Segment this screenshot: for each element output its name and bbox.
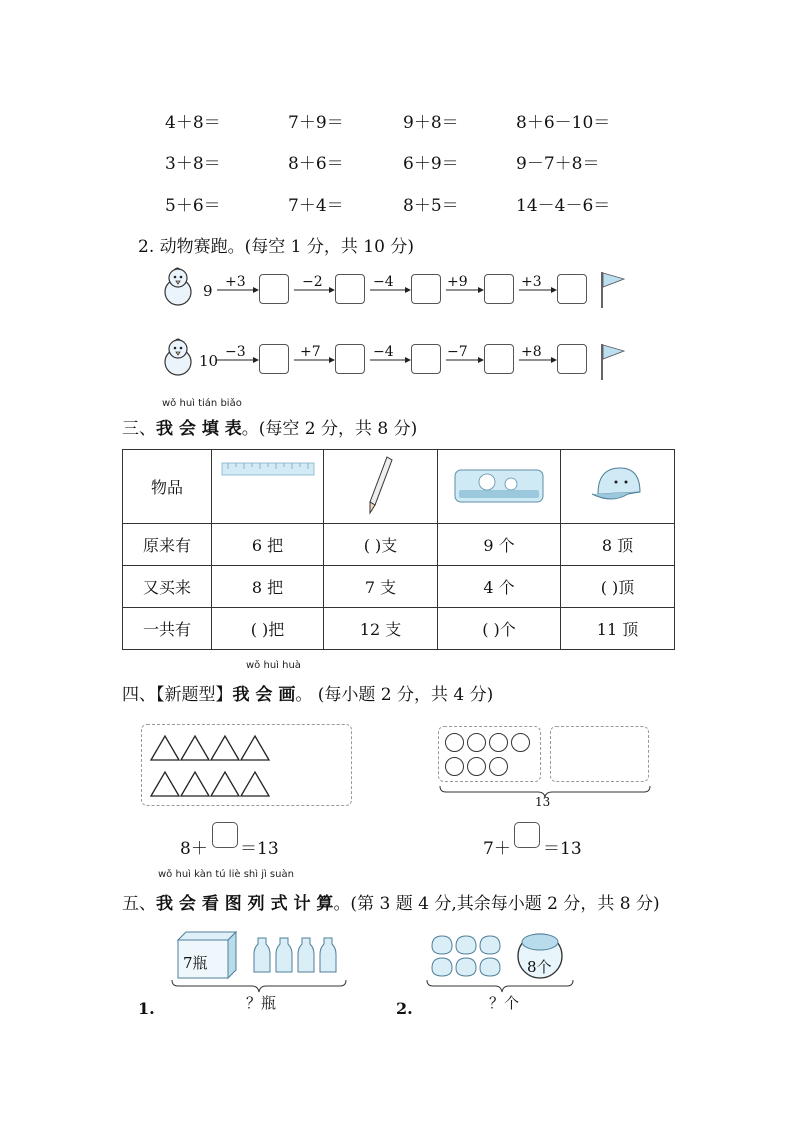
op-label: +3 — [521, 274, 542, 290]
table-cell[interactable]: ( )把 — [212, 608, 324, 650]
circle — [489, 757, 508, 776]
answer-box[interactable] — [411, 344, 441, 374]
triangle-group — [148, 732, 348, 800]
table-cell: 4 个 — [438, 566, 561, 608]
op-label: +3 — [225, 274, 246, 290]
equation: 7＋4＝ — [288, 196, 344, 216]
row-label: 又买来 — [123, 566, 212, 608]
answer-box[interactable] — [335, 274, 365, 304]
pencil-icon — [361, 453, 401, 517]
ruler-cell — [212, 450, 324, 524]
answer-box[interactable] — [557, 344, 587, 374]
pinyin: wǒ huì huà — [246, 660, 301, 671]
equation-part: ＝13 — [240, 839, 279, 859]
circle — [467, 733, 486, 752]
cap-icon — [588, 458, 648, 512]
title-prefix: 四、【新题型】 — [122, 685, 233, 705]
title-prefix: 五、 — [122, 894, 156, 914]
table-cell[interactable]: ( )个 — [438, 608, 561, 650]
answer-box[interactable] — [514, 822, 540, 848]
pencil-case-cell — [438, 450, 561, 524]
equation: 9－7＋8＝ — [516, 154, 600, 174]
answer-box[interactable] — [484, 344, 514, 374]
title-main: 我 会 画 — [232, 685, 296, 705]
table-cell: 8 顶 — [561, 524, 675, 566]
question-number: 2. — [396, 999, 413, 1018]
table-row — [123, 450, 675, 524]
section-title — [122, 889, 660, 914]
answer-box[interactable] — [212, 822, 238, 848]
table-row — [123, 566, 675, 608]
question-label: ？个 — [489, 994, 520, 1012]
row-label: 一共有 — [123, 608, 212, 650]
title-suffix: 。(第 3 题 4 分,其余每小题 2 分，共 8 分) — [333, 894, 660, 914]
pinyin: wǒ huì kàn tú liè shì jì suàn — [158, 869, 294, 880]
section-title — [122, 680, 493, 705]
answer-box[interactable] — [557, 274, 587, 304]
ruler-icon — [218, 455, 318, 515]
equation: 8＋5＝ — [403, 196, 459, 216]
question-number: 1. — [138, 999, 155, 1018]
pencil-cell — [324, 450, 438, 524]
equation-part: ＝13 — [543, 839, 582, 859]
circle — [511, 733, 530, 752]
circle — [445, 733, 464, 752]
table-row — [123, 608, 675, 650]
equation: 6＋9＝ — [403, 154, 459, 174]
table-row — [123, 524, 675, 566]
title-main: 我 会 填 表 — [156, 419, 242, 439]
table-cell: 8 把 — [212, 566, 324, 608]
answer-box[interactable] — [259, 274, 289, 304]
equation: 8＋6＝ — [288, 154, 344, 174]
brace-label: 13 — [535, 795, 551, 809]
chick-icon — [160, 336, 196, 378]
title-prefix: 三、 — [122, 419, 156, 439]
circle — [467, 757, 486, 776]
title-suffix: 。 (每小题 2 分，共 4 分) — [295, 685, 494, 705]
equation: 5＋6＝ — [165, 196, 221, 216]
equation: 3＋8＝ — [165, 154, 221, 174]
circle — [489, 733, 508, 752]
pencil-case-icon — [449, 460, 549, 510]
table-cell[interactable]: ( )顶 — [561, 566, 675, 608]
op-label: −7 — [447, 344, 468, 360]
op-label: +9 — [447, 274, 468, 290]
equation: 4＋8＝ — [165, 113, 221, 133]
equation: 9＋8＝ — [403, 113, 459, 133]
op-label: +7 — [300, 344, 321, 360]
fill-table — [122, 449, 675, 650]
title-main: 我 会 看 图 列 式 计 算 — [156, 894, 334, 914]
op-label: −2 — [302, 274, 323, 290]
section-title — [122, 414, 417, 439]
table-cell: 7 支 — [324, 566, 438, 608]
start-number: 10 — [199, 352, 219, 370]
bottle-group — [252, 934, 342, 976]
start-number: 9 — [203, 282, 213, 300]
table-cell[interactable]: ( )支 — [324, 524, 438, 566]
equation: 7＋9＝ — [288, 113, 344, 133]
cap-cell — [561, 450, 675, 524]
table-cell: 12 支 — [324, 608, 438, 650]
op-label: −4 — [373, 274, 394, 290]
row-label: 原来有 — [123, 524, 212, 566]
box-label: 7瓶 — [183, 954, 208, 972]
empty-draw-box[interactable] — [550, 726, 649, 782]
header-cell: 物品 — [123, 450, 212, 524]
equation: 8＋6－10＝ — [516, 113, 611, 133]
flag-icon — [598, 342, 628, 382]
flag-icon — [598, 270, 628, 310]
section-title: 2. 动物赛跑。(每空 1 分，共 10 分) — [138, 237, 414, 257]
answer-box[interactable] — [259, 344, 289, 374]
table-cell: 6 把 — [212, 524, 324, 566]
table-cell: 9 个 — [438, 524, 561, 566]
circle — [445, 757, 464, 776]
op-label: −3 — [225, 344, 246, 360]
equation-part: 8＋ — [180, 839, 208, 859]
answer-box[interactable] — [335, 344, 365, 374]
answer-box[interactable] — [484, 274, 514, 304]
op-label: +8 — [521, 344, 542, 360]
title-suffix: 。(每空 2 分，共 8 分) — [241, 419, 418, 439]
pinyin: wǒ huì tián biǎo — [162, 398, 242, 409]
equation: 14－4－6＝ — [516, 196, 611, 216]
question-label: ？瓶 — [246, 994, 277, 1012]
chick-icon — [160, 266, 196, 308]
equation-part: 7＋ — [483, 839, 511, 859]
table-cell: 11 顶 — [561, 608, 675, 650]
basket-label: 8个 — [527, 958, 552, 976]
op-label: −4 — [373, 344, 394, 360]
peach-group — [430, 932, 510, 980]
answer-box[interactable] — [411, 274, 441, 304]
